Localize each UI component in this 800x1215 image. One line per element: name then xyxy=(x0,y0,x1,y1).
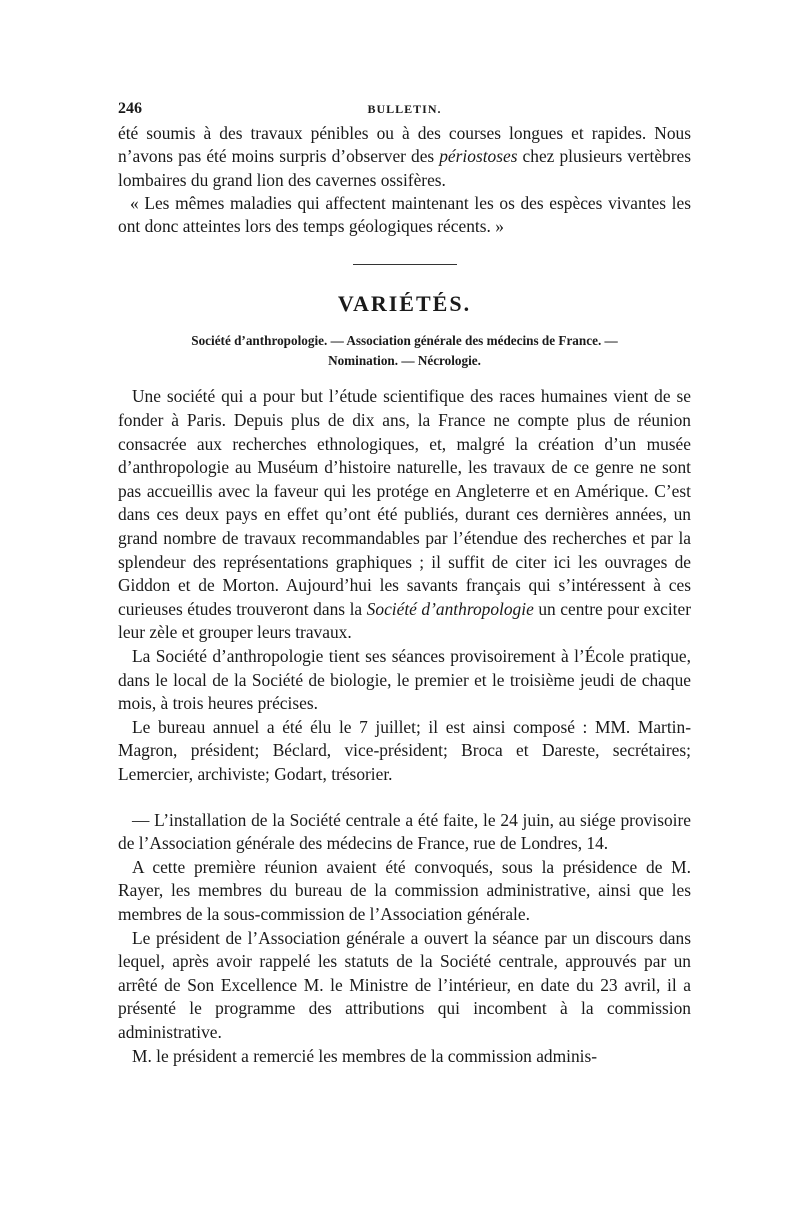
section-divider xyxy=(353,264,457,265)
body-paragraph-1 xyxy=(118,385,691,645)
running-head: BULLETIN. xyxy=(367,102,442,116)
body-paragraph-2: La Société d’anthropologie tient ses séances provisoirement à l’École pratique, dans le local de la Société de biologie, le premier et le troisième jeudi de chaque mois, à trois heures précises. xyxy=(118,646,691,714)
body-paragraph-6: Le président de l’Association générale a ouvert la séance par un discours dans lequel, après avoir rappelé les statuts de la Société centrale, approuvés par un arrêté de Son Excellence M. le Ministre de l’intérieur, en date du 23 avril, il a présenté le programme des attributions qui incombent à la commission administrative. xyxy=(118,927,691,1042)
summary-line-1: Société d’anthropologie. — Association générale des médecins de France. — xyxy=(191,333,618,349)
body-paragraph-5: A cette première réunion avaient été convoqués, sous la présidence de M. Rayer, les membres du bureau de la commission administrative, ainsi que les membres de la sous-commission de l’Association générale. xyxy=(118,856,691,924)
page xyxy=(118,96,691,1068)
body-emphasis: Société d’anthropologie xyxy=(366,598,534,619)
continuation-text-1a: été soumis à des travaux pénibles ou à des courses longues et rapides. Nous n’avons pas été moins surpris d’observer des xyxy=(118,123,691,167)
paragraph-gap xyxy=(118,787,691,809)
body-paragraph-3: Le bureau annuel a été élu le 7 juillet; il est ainsi composé : MM. Martin-Magron, président; Béclard, vice-président; Broca et Dareste, secrétaires; Lemercier, archiviste; Godart, trésorier. xyxy=(118,716,691,784)
continuation-text-1b: chez plusieurs vertèbres lombaires du grand lion des cavernes ossifères. xyxy=(118,146,692,190)
section-title: VARIÉTÉS. xyxy=(337,291,472,317)
page-header xyxy=(118,96,691,122)
continuation-paragraph-2: « Les mêmes maladies qui affectent maintenant les os des espèces vivantes les ont donc atteintes lors des temps géologiques récents. » xyxy=(118,192,691,237)
continuation-emphasis: périostoses xyxy=(439,146,518,167)
body-text-1a: Une société qui a pour but l’étude scientifique des races humaines vient de se fonder à Paris. Depuis plus de dix ans, la France ne compte plus de réunion consacrée aux recherches ethnologiques, et, malgré la création d’un musée d’anthropologie au Muséum d’histoire naturelle, les travaux de ce genre ne sont pas accueillis avec la faveur qui les protége en Angleterre et en Amérique. C’est dans ces deux pays en effet qu’ont été publiés, durant ces dernières années, un grand nombre de travaux recommandables par l’étendue des recherches et par la splendeur des représentations graphiques ; il suffit de citer ici les ouvrages de Giddon et de Morton. Aujourd’hui les savants français qui s’intéressent à ces curieuses études trouveront dans la xyxy=(118,386,691,619)
body-paragraph-4: — L’installation de la Société centrale a été faite, le 24 juin, au siége provisoire de l’Association générale des médecins de France, rue de Londres, 14. xyxy=(118,809,691,854)
section-summary xyxy=(118,331,691,371)
continuation-paragraph-1 xyxy=(118,122,691,192)
page-number: 246 xyxy=(118,100,142,117)
body-paragraph-7: M. le président a remercié les membres de la commission adminis- xyxy=(132,1045,598,1066)
summary-line-2: Nomination. — Nécrologie. xyxy=(328,353,481,369)
body-text-1b: un centre pour exciter leur zèle et grouper leurs travaux. xyxy=(118,598,691,643)
